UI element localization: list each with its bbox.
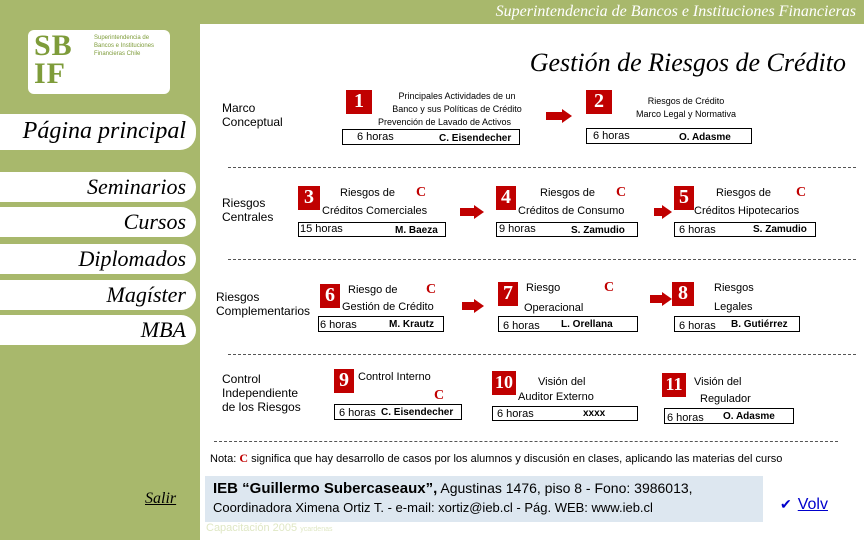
course-10-teacher: xxxx xyxy=(583,408,606,419)
footer-credit xyxy=(206,522,332,534)
course-2-hours: 6 horas xyxy=(593,130,630,142)
header-bar xyxy=(0,0,864,24)
checkmark-icon: ✔ xyxy=(780,496,792,512)
course-number-5: 5 xyxy=(674,186,694,210)
course-9-title-line1: Control Interno xyxy=(358,371,431,383)
section-complementarios: Riesgos Complementarios xyxy=(216,290,311,318)
separator xyxy=(228,259,856,260)
course-10-title-line2: Auditor Externo xyxy=(518,391,594,403)
course-7-title-line2: Operacional xyxy=(524,302,584,314)
note-text: significa que hay desarrollo de casos por los alumnos y discusión en clases, aplicando las materias del curso xyxy=(251,453,783,465)
course-7-info xyxy=(498,316,638,332)
course-9-hours: 6 horas xyxy=(339,407,376,419)
course-number-9: 9 xyxy=(334,369,354,393)
course-7-hours: 6 horas xyxy=(503,320,540,332)
separator xyxy=(228,354,856,355)
ieb-line2: Coordinadora Ximena Ortiz T. - e-mail: xortiz@ieb.cl - Pág. WEB: www.ieb.cl xyxy=(213,500,653,515)
course-4-info xyxy=(496,222,638,237)
course-1-teacher: C. Eisendecher xyxy=(439,133,512,144)
course-7-teacher: L. Orellana xyxy=(561,319,613,330)
arrow-head-icon xyxy=(474,299,484,313)
course-number-1: 1 xyxy=(346,90,372,114)
arrow-head-icon xyxy=(474,205,484,219)
nav-label-seminarios[interactable]: Seminarios xyxy=(87,174,186,199)
course-5-teacher: S. Zamudio xyxy=(753,224,807,235)
course-4-hours: 9 horas xyxy=(499,223,536,235)
section-centrales: Riesgos Centrales xyxy=(222,196,274,224)
course-1-title[interactable] xyxy=(372,90,542,114)
logo-letters-bottom: IF xyxy=(34,57,66,90)
logo-text: Superintendencia de Bancos e Instituciones Financieras Chile xyxy=(94,35,155,57)
course-number-6: 6 xyxy=(320,284,340,308)
course-number-2: 2 xyxy=(586,90,612,114)
course-1-title-line1: Principales Actividades de un xyxy=(398,91,516,101)
course-8-title-line1: Riesgos xyxy=(714,282,754,294)
course-11-info xyxy=(664,408,794,424)
course-2-title[interactable] xyxy=(616,95,756,119)
nav-item-mba[interactable] xyxy=(0,315,196,345)
separator xyxy=(214,441,838,442)
course-2-title-line1: Riesgos de Crédito xyxy=(647,96,725,106)
course-9-info xyxy=(334,404,462,420)
course-10-info xyxy=(492,406,638,421)
course-1-hours: 6 horas xyxy=(357,131,394,143)
course-6-title-line1: Riesgo de xyxy=(348,284,398,296)
course-6-teacher: M. Krautz xyxy=(389,319,434,330)
arrow-head-icon xyxy=(562,109,572,123)
course-6-title[interactable] xyxy=(340,282,450,316)
nav-item-seminarios[interactable] xyxy=(0,172,196,202)
ieb-line1 xyxy=(213,480,693,497)
course-11-title-line2: Regulador xyxy=(700,393,751,405)
sbif-logo xyxy=(28,30,170,94)
footer-small: ycardenas xyxy=(300,526,333,533)
case-c-mark: C xyxy=(434,388,445,403)
course-3-hours: 15 horas xyxy=(300,223,343,235)
course-11-teacher: O. Adasme xyxy=(723,411,775,422)
course-10-title[interactable] xyxy=(516,371,638,407)
course-11-hours: 6 horas xyxy=(667,412,704,424)
course-4-title[interactable] xyxy=(516,186,640,222)
course-5-title[interactable] xyxy=(694,186,818,222)
course-4-title-line1: Riesgos de xyxy=(540,187,596,199)
course-8-title-line2: Legales xyxy=(714,301,753,313)
section-marco: Marco Conceptual xyxy=(222,101,283,129)
case-c-mark: C xyxy=(616,185,627,200)
volver-link[interactable] xyxy=(780,496,828,514)
ieb-address: Agustinas 1476, piso 8 - Fono: 3986013, xyxy=(440,480,693,496)
course-9-title[interactable] xyxy=(354,369,462,405)
course-9-teacher: C. Eisendecher xyxy=(381,407,454,418)
case-c-mark: C xyxy=(426,282,437,297)
org-name: Superintendencia de Bancos e Instituciones Financieras xyxy=(495,3,856,20)
course-6-title-line2: Gestión de Crédito xyxy=(342,301,434,313)
course-11-title[interactable] xyxy=(688,371,800,407)
nav-item-cursos[interactable] xyxy=(0,207,196,237)
course-11-title-line1: Visión del xyxy=(694,376,742,388)
arrow-head-icon xyxy=(662,205,672,219)
note xyxy=(210,451,782,466)
course-2-info xyxy=(586,128,752,144)
course-8-hours: 6 horas xyxy=(679,320,716,332)
course-10-title-line1: Visión del xyxy=(538,376,586,388)
ieb-name: IEB “Guillermo Subercaseaux”, xyxy=(213,480,438,497)
course-6-hours: 6 horas xyxy=(320,319,357,331)
course-number-4: 4 xyxy=(496,186,516,210)
case-c-mark: C xyxy=(239,451,249,465)
course-5-title-line2: Créditos Hipotecarios xyxy=(694,205,800,217)
logo-letters xyxy=(34,29,73,90)
logo-letters-top: SB xyxy=(34,29,73,62)
nav-item-diplomados[interactable] xyxy=(0,244,196,274)
course-2-teacher: O. Adasme xyxy=(679,132,731,143)
course-3-title-line2: Créditos Comerciales xyxy=(322,205,428,217)
course-5-info xyxy=(674,222,816,237)
note-prefix: Nota: xyxy=(210,453,237,465)
nav-label-diplomados[interactable]: Diplomados xyxy=(78,246,186,271)
nav-label-mba[interactable]: MBA xyxy=(140,317,186,342)
course-3-teacher: M. Baeza xyxy=(395,225,438,236)
nav-item-home[interactable] xyxy=(0,114,196,150)
separator xyxy=(228,167,856,168)
course-number-11: 11 xyxy=(662,373,686,397)
course-7-title[interactable] xyxy=(520,280,638,316)
course-number-10: 10 xyxy=(492,371,516,395)
course-5-hours: 6 horas xyxy=(679,224,716,236)
course-7-title-line1: Riesgo xyxy=(526,282,561,294)
course-1-subtitle: Prevención de Lavado de Activos xyxy=(377,117,512,127)
course-3-info xyxy=(298,222,446,237)
course-10-hours: 6 horas xyxy=(497,408,534,420)
course-3-title-line1: Riesgos de xyxy=(340,187,396,199)
course-2-title-line2: Marco Legal y Normativa xyxy=(635,109,737,119)
course-5-title-line1: Riesgos de xyxy=(716,187,772,199)
salir-link[interactable]: Salir xyxy=(145,490,177,507)
case-c-mark: C xyxy=(416,185,427,200)
nav-label-cursos[interactable]: Cursos xyxy=(123,209,186,234)
nav-label-home[interactable]: Página principal xyxy=(22,118,186,144)
course-8-info xyxy=(674,316,800,332)
nav-item-magister[interactable] xyxy=(0,280,196,310)
nav-label-magister[interactable]: Magíster xyxy=(106,282,186,307)
course-number-7: 7 xyxy=(498,282,518,306)
arrow-head-icon xyxy=(662,292,672,306)
course-1-title-line2: Banco y sus Políticas de Crédito xyxy=(392,104,522,114)
course-4-title-line2: Créditos de Consumo xyxy=(518,205,625,217)
ieb-contact-box xyxy=(205,476,763,522)
case-c-mark: C xyxy=(796,185,807,200)
course-8-teacher: B. Gutiérrez xyxy=(731,319,788,330)
course-number-8: 8 xyxy=(672,282,694,306)
course-4-teacher: S. Zamudio xyxy=(571,225,625,236)
course-3-title[interactable] xyxy=(322,186,446,222)
footer-text: Capacitación 2005 xyxy=(206,522,298,534)
course-8-title[interactable] xyxy=(696,280,796,316)
course-6-info xyxy=(318,316,444,332)
course-1-info xyxy=(342,129,520,145)
section-control: Control Independiente de los Riesgos xyxy=(222,372,301,414)
case-c-mark: C xyxy=(604,280,615,295)
volver-label[interactable]: Volv xyxy=(797,496,828,513)
course-number-3: 3 xyxy=(298,186,320,210)
page-title: Gestión de Riesgos de Crédito xyxy=(529,48,846,77)
